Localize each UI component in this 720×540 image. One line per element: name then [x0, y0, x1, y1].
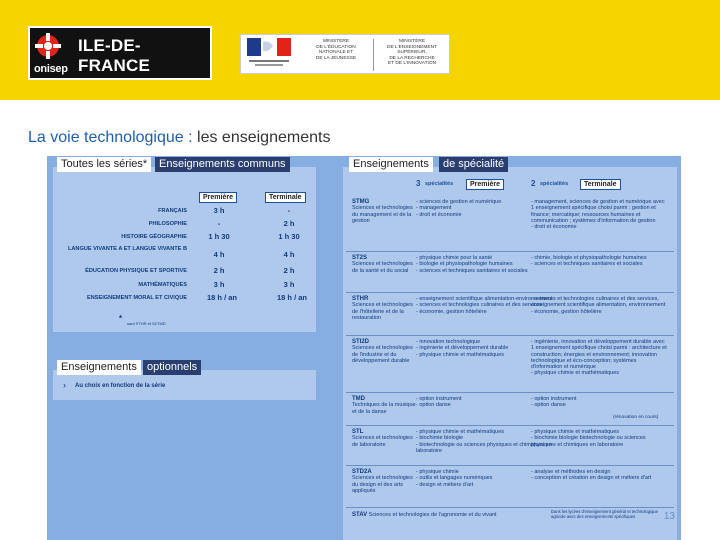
- tab-speciality-light: Enseignements: [349, 157, 433, 172]
- subject-mathematiques: MATHÉMATIQUES: [138, 282, 187, 288]
- series-sthr-terminale: - sciences et technologies culinaires et des services, enseignement scientifique alimentation, environnement - économie, gestion hôtelière: [531, 296, 666, 315]
- series-stmg: STMG Sciences et technologies du management et de la gestion: [352, 199, 413, 224]
- series-stav: STAV Sciences et technologies de l'agronomie et du vivant: [352, 512, 497, 518]
- series-sthr-premiere: - enseignement scientifique alimentation-environnement - sciences et technologies culinaires et des services - économie, gestion hôtelière: [416, 296, 553, 315]
- speciality-premiere-header: Première: [466, 179, 504, 190]
- onisep-wordmark: onisep: [34, 63, 68, 75]
- hours-terminale: 4 h: [283, 250, 295, 259]
- hours-premiere: 1 h 30: [208, 232, 230, 241]
- series-std2a-premiere: - physique chimie - outils et langages numériques - design et métiers d'art: [416, 469, 493, 488]
- series-stmg-terminale: - management, sciences de gestion et numérique avec 1 enseignement spécifique choisi parmi : gestion et finance; mercatique; ressources humaines et communication ; systèmes d'information de gestion - droit et économie: [531, 199, 665, 231]
- series-st2s-terminale: - chimie, biologie et physiopathologie humaines - sciences et techniques sanitaires et sociales: [531, 255, 647, 268]
- col-premiere-header: Première: [199, 192, 237, 203]
- tab-all-series: Toutes les séries*: [57, 157, 151, 172]
- hours-terminale: -: [287, 206, 291, 215]
- series-stl: STL Sciences et technologies de laboratoire: [352, 429, 413, 448]
- row-divider: [346, 251, 674, 252]
- footnote-text: sauf STHR et S2TMD: [127, 321, 166, 326]
- subject-histoire-geographie: HISTOIRE GÉOGRAPHIE: [121, 234, 187, 240]
- tmd-note: (rénovation en cours): [613, 415, 659, 420]
- onisep-logo-icon: [34, 32, 74, 62]
- subject-langues: LANGUE VIVANTE A ET LANGUE VIVANTE B: [67, 246, 187, 252]
- page-title: La voie technologique : les enseignements: [28, 129, 331, 146]
- subject-philosophie: PHILOSOPHIE: [148, 221, 187, 227]
- hours-terminale: 18 h / an: [276, 293, 307, 302]
- hours-premiere: -: [217, 219, 221, 228]
- col-terminale-header: Terminale: [265, 192, 306, 203]
- hours-terminale: 3 h: [283, 280, 295, 289]
- tab-speciality-dark: de spécialité: [439, 157, 508, 172]
- subject-emc: ENSEIGNEMENT MORAL ET CIVIQUE: [87, 295, 187, 301]
- series-sti2d: STI2D Sciences et technologies de l'industrie et du développement durable: [352, 339, 413, 364]
- subject-francais: FRANÇAIS: [158, 208, 187, 214]
- row-divider: [346, 507, 674, 508]
- premiere-count-word: spécialités: [425, 181, 454, 187]
- hours-terminale: 1 h 30: [278, 232, 300, 241]
- series-st2s-premiere: - physique chimie pour la santé - biologie et physiopathologie humaines - sciences et techniques sanitaires et sociales: [416, 255, 528, 274]
- premiere-count: 3: [416, 179, 421, 188]
- marianne-logo-icon: [247, 38, 291, 70]
- terminale-count: 2: [531, 179, 536, 188]
- tab-optional-dark: optionnels: [143, 360, 201, 375]
- tab-common: Enseignements communs: [155, 157, 290, 172]
- series-sti2d-premiere: - innovation technologique - ingénierie et développement durable - physique chimie et mathématiques: [416, 339, 509, 358]
- footnote-mark: *: [119, 314, 123, 323]
- series-st2s: ST2S Sciences et technologies de la santé et du social: [352, 255, 413, 274]
- row-divider: [346, 425, 674, 426]
- content-panel: [47, 156, 681, 540]
- hours-terminale: 2 h: [283, 219, 295, 228]
- series-stl-terminale: - physique chimie et mathématiques - biochimie biologie biotechnologie ou sciences physiques et chimiques en laboratoire: [531, 429, 646, 448]
- onisep-logo-block: [28, 26, 212, 80]
- series-tmd-premiere: - option instrument - option danse: [416, 396, 462, 409]
- hours-premiere: 4 h: [213, 250, 225, 259]
- hours-premiere: 2 h: [213, 266, 225, 275]
- subject-eps: ÉDUCATION PHYSIQUE ET SPORTIVE: [85, 268, 187, 274]
- hours-premiere: 3 h: [213, 280, 225, 289]
- series-stl-premiere: - physique chimie et mathématiques - biochimie biologie - biotechnologie ou sciences physiques et chimiques en laboratoire: [416, 429, 552, 454]
- ministry-divider: [373, 39, 374, 71]
- series-tmd-terminale: - option instrument - option danse: [531, 396, 577, 409]
- optional-note: Au choix en fonction de la série: [75, 383, 166, 389]
- ministry-education-label: MINISTÈRE DE L'ÉDUCATION NATIONALE ET DE LA JEUNESSE: [315, 39, 357, 61]
- series-sthr: STHR Sciences et technologies de l'hôtellerie et de la restauration: [352, 296, 413, 321]
- series-sti2d-terminale: - ingénierie, innovation et développement durable avec 1 enseignement spécifique choisi parmi : architecture et construction; énergies et environnement; innovation technologique et éco-conception; systèmes d'information et numérique - physique chimie et mathématiques: [531, 339, 667, 377]
- hours-premiere: 18 h / an: [206, 293, 237, 302]
- series-tmd: TMD Techniques de la musique et de la danse: [352, 396, 416, 415]
- row-divider: [346, 335, 674, 336]
- hours-premiere: 3 h: [213, 206, 225, 215]
- tab-optional-light: Enseignements: [57, 360, 141, 375]
- row-divider: [346, 292, 674, 293]
- series-stmg-premiere: - sciences de gestion et numérique - management - droit et économie: [416, 199, 502, 218]
- stav-note: Dans les lycées d'enseignement général et technologique agricole avec des enseignements spécifiques: [551, 509, 658, 519]
- row-divider: [346, 392, 674, 393]
- row-divider: [346, 465, 674, 466]
- series-std2a-terminale: - analyse et méthodes en design - conception et création en design et métiers d'art: [531, 469, 652, 482]
- terminale-count-word: spécialités: [540, 181, 569, 187]
- series-std2a: STD2A Sciences et technologies du design et des arts appliqués: [352, 469, 413, 494]
- hours-terminale: 2 h: [283, 266, 295, 275]
- ministry-higher-education-label: MINISTÈRE DE L'ENSEIGNEMENT SUPÉRIEUR, DE LA RECHERCHE ET DE L'INNOVATION: [387, 39, 437, 67]
- chevron-right-icon: ›: [63, 380, 66, 390]
- speciality-terminale-header: Terminale: [580, 179, 621, 190]
- ministry-logo-block: [240, 34, 450, 74]
- region-label: ILE-DE-FRANCE: [78, 36, 151, 75]
- page-number: 13: [663, 511, 675, 522]
